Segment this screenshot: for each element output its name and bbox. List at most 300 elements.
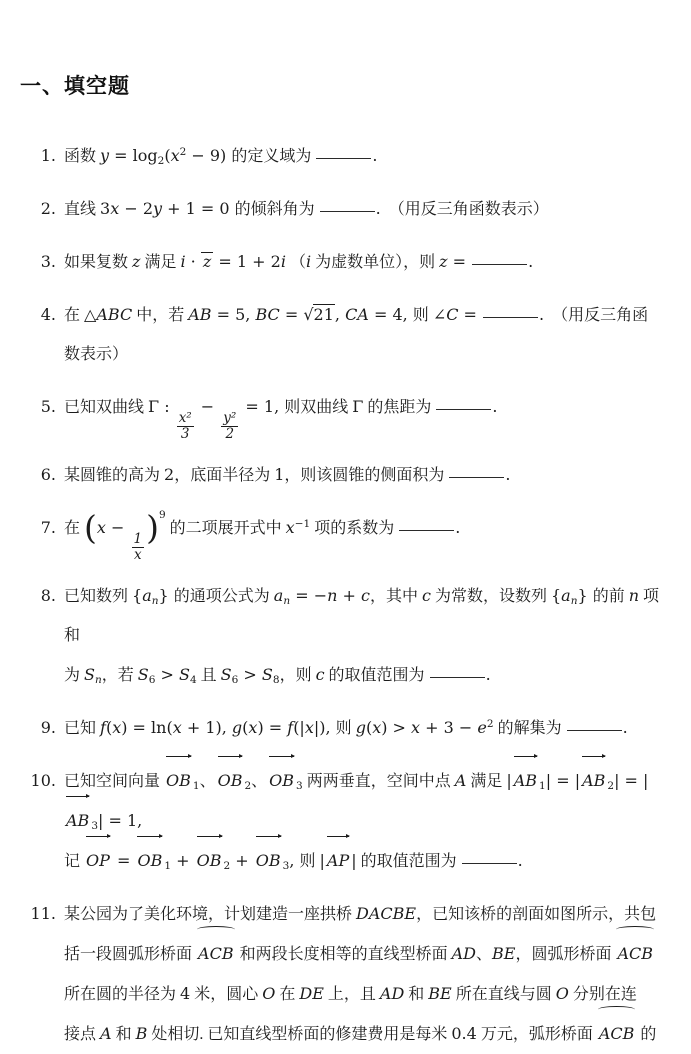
text-run: 的前 xyxy=(592,588,629,606)
math-roman: = xyxy=(447,252,472,271)
arc-icon xyxy=(598,1006,636,1013)
math-italic: x xyxy=(110,199,120,218)
math-roman: | = 1, xyxy=(98,811,143,831)
question-number: 11. xyxy=(30,904,56,924)
math-italic: c xyxy=(315,665,325,685)
math-italic: S xyxy=(179,665,190,685)
subscript: 1 xyxy=(164,860,172,873)
text-run: 所在直线与圆 xyxy=(451,986,556,1004)
text-run: 且 xyxy=(196,667,221,685)
text-run: 和两段长度相等的直线型桥面 xyxy=(235,946,452,964)
vector-body xyxy=(325,841,351,881)
question-number: 5. xyxy=(40,397,56,416)
math-italic: x xyxy=(411,718,421,738)
vector-arrow-icon xyxy=(137,836,162,837)
math-italic: O xyxy=(555,984,569,1004)
vector-letters: AB xyxy=(582,771,606,791)
math-italic: A xyxy=(100,1024,112,1044)
question xyxy=(0,576,691,695)
math-roman: 3 xyxy=(100,199,111,218)
math-roman: ( xyxy=(242,718,249,738)
vector xyxy=(64,811,98,833)
vector-arrow-icon xyxy=(86,836,110,837)
question-line xyxy=(64,295,669,335)
subscript: 8 xyxy=(272,674,280,687)
subscript: 2 xyxy=(157,155,165,167)
math-italic: AD xyxy=(451,944,476,964)
math-italic: a xyxy=(142,586,152,606)
text-run: 上，且 xyxy=(323,986,380,1004)
math-italic: AB xyxy=(188,305,212,324)
question-line xyxy=(64,455,669,495)
math-italic: n xyxy=(628,586,640,606)
question-line xyxy=(64,894,669,934)
math-roman: . xyxy=(505,465,511,485)
math-italic: S xyxy=(84,665,95,685)
text-run: 的取值范围为 xyxy=(356,853,461,871)
math-roman: 2 xyxy=(164,465,175,485)
vector-body xyxy=(64,801,91,841)
text-run: 项和 xyxy=(64,588,660,645)
text-run: 则 xyxy=(412,307,433,324)
vector-body xyxy=(512,761,539,801)
math-roman: . xyxy=(485,665,491,685)
question xyxy=(0,136,691,176)
text-run: ，则 xyxy=(279,667,316,685)
math-italic: BC xyxy=(255,305,280,324)
vector xyxy=(195,851,231,873)
math-roman: = 1, xyxy=(240,397,285,416)
vector xyxy=(135,851,172,873)
vector-arrow-icon xyxy=(218,756,243,757)
math-italic: n xyxy=(327,586,338,606)
question-number: 10. xyxy=(30,771,56,791)
math-roman: + xyxy=(171,851,195,871)
math-roman: = 5, xyxy=(211,305,256,324)
text-run: （用反三角函 xyxy=(544,307,649,324)
answer-blank xyxy=(483,317,538,318)
text-run: 为常数，设数列 xyxy=(430,588,551,606)
math-roman: | xyxy=(319,851,325,871)
math-italic: i xyxy=(180,252,186,271)
question-line xyxy=(64,335,669,374)
text-run: 分别在连 xyxy=(568,986,637,1004)
text-run: 的通项公式为 xyxy=(173,588,274,606)
math-italic: S xyxy=(261,665,273,685)
vector-arrow-icon xyxy=(327,836,349,837)
text-run: 某公园为了美化环境，计划建造一座拱桥 xyxy=(64,906,357,924)
vector-body xyxy=(84,841,112,881)
text-run: 、 xyxy=(475,946,492,964)
math-roman: 1 xyxy=(274,465,285,485)
subscript: 6 xyxy=(231,674,239,687)
vector-letters: AB xyxy=(66,811,90,831)
question xyxy=(0,455,691,495)
fraction xyxy=(221,411,238,442)
arc-overline xyxy=(615,934,655,974)
superscript: 9 xyxy=(158,509,166,522)
text-run: 项的系数为 xyxy=(310,520,399,538)
text-run: ，则该圆锥的侧面积为 xyxy=(284,467,449,485)
text-run: 记 xyxy=(64,853,85,871)
math-roman: − xyxy=(195,397,220,416)
vector-arrow-icon xyxy=(66,796,89,797)
conjugate-overline: z xyxy=(202,252,212,271)
vector-body xyxy=(164,761,193,801)
math-italic: A xyxy=(454,771,467,791)
math-italic: g xyxy=(355,718,366,738)
math-italic: DE xyxy=(299,984,324,1004)
question-line xyxy=(64,387,669,442)
math-roman: , xyxy=(334,305,346,324)
vector-letters: OB xyxy=(196,851,222,871)
vector-letters: AB xyxy=(513,771,538,791)
math-roman: { xyxy=(132,586,143,606)
question-list xyxy=(0,136,691,1054)
superscript: 2 xyxy=(486,718,494,731)
math-italic: x xyxy=(170,146,180,165)
math-roman: + xyxy=(337,586,361,606)
math-roman: . xyxy=(622,718,628,738)
math-roman: = − xyxy=(290,586,328,606)
question-number: 4. xyxy=(40,305,56,324)
math-roman: = xyxy=(111,851,136,871)
vector-body xyxy=(267,761,296,801)
text-run: 满足 xyxy=(466,773,507,791)
question xyxy=(0,761,691,881)
math-italic: y xyxy=(153,199,163,218)
radical-icon: √ xyxy=(303,305,314,324)
arc-overline xyxy=(597,1014,637,1054)
fraction xyxy=(132,532,145,563)
text-run: 如果复数 xyxy=(64,254,133,271)
fraction-denominator: 2 xyxy=(221,426,238,442)
question xyxy=(0,708,691,748)
math-italic: g xyxy=(231,718,243,738)
math-roman: 4 xyxy=(180,984,191,1004)
math-italic: e xyxy=(477,718,487,738)
text-run: 已知 xyxy=(64,720,101,738)
subscript: 3 xyxy=(282,860,290,873)
vector-arrow-icon xyxy=(166,756,191,757)
vector-body xyxy=(254,841,283,881)
question xyxy=(0,508,691,563)
math-roman: = xyxy=(279,305,304,324)
math-italic: i xyxy=(305,252,312,271)
text-run: 的解集为 xyxy=(493,720,566,738)
vector-letters: AP xyxy=(326,851,350,871)
subscript: n xyxy=(94,674,102,687)
vector-body xyxy=(580,761,607,801)
math-roman: } xyxy=(577,586,593,606)
math-roman: > xyxy=(155,665,179,685)
math-roman: · xyxy=(185,252,201,271)
text-run: 、 xyxy=(199,773,216,791)
superscript: 2 xyxy=(179,146,187,158)
question-number: 3. xyxy=(40,252,56,271)
question-line xyxy=(64,974,669,1014)
math-italic: AD xyxy=(379,984,405,1004)
math-roman: Γ xyxy=(352,397,364,416)
math-italic: ABC xyxy=(96,305,133,324)
math-roman: > xyxy=(238,665,262,685)
arc-overline xyxy=(196,934,236,974)
vector-body xyxy=(135,841,164,881)
fraction xyxy=(177,411,194,442)
math-italic: c xyxy=(421,586,431,606)
text-run: 数表示） xyxy=(64,346,129,363)
arc-letters: ACB xyxy=(617,944,654,964)
question-number: 1. xyxy=(40,146,56,165)
text-run: 和 xyxy=(111,1026,136,1044)
math-roman: . xyxy=(375,199,381,218)
vector xyxy=(254,851,290,873)
arc-icon xyxy=(616,926,654,933)
math-italic: x xyxy=(285,518,295,538)
text-run: 已知数列 xyxy=(64,588,133,606)
math-roman: + xyxy=(230,851,254,871)
math-roman: | xyxy=(351,851,357,871)
math-italic: DACBE xyxy=(356,904,417,924)
math-roman: 0.4 xyxy=(451,1024,477,1044)
answer-blank xyxy=(449,477,504,478)
question xyxy=(0,189,691,229)
vector-arrow-icon xyxy=(269,756,294,757)
fraction-denominator: x xyxy=(132,547,145,563)
math-roman: − 2 xyxy=(119,199,153,218)
math-italic: z xyxy=(439,252,448,271)
math-roman: ( xyxy=(164,146,171,165)
question xyxy=(0,295,691,374)
subscript: 2 xyxy=(223,860,231,873)
subscript: n xyxy=(570,595,578,608)
math-roman: , xyxy=(289,851,300,871)
vector-arrow-icon xyxy=(514,756,537,757)
math-roman: Γ : xyxy=(148,397,175,416)
answer-blank xyxy=(316,158,371,159)
text-run: 接点 xyxy=(64,1026,101,1044)
vector xyxy=(325,853,351,870)
big-paren: ) xyxy=(146,508,159,548)
math-roman: | = | xyxy=(614,771,649,791)
vector-arrow-icon xyxy=(582,756,605,757)
math-italic: x xyxy=(172,718,182,738)
math-roman: (| xyxy=(293,718,305,738)
math-roman: { xyxy=(550,586,562,606)
math-italic: B xyxy=(135,1024,148,1044)
answer-blank xyxy=(462,863,517,864)
superscript: −1 xyxy=(294,518,311,531)
math-roman: △ xyxy=(84,305,97,324)
math-italic: c xyxy=(360,586,370,606)
math-italic: a xyxy=(273,586,284,606)
math-roman: . xyxy=(539,305,545,324)
question-line xyxy=(64,136,669,176)
vector-arrow-icon xyxy=(197,836,222,837)
text-run: ，底面半径为 xyxy=(174,467,275,485)
math-italic: S xyxy=(220,665,232,685)
question-line xyxy=(64,841,669,881)
question-line xyxy=(64,508,669,563)
math-roman: . xyxy=(492,397,498,416)
text-run: 已知空间向量 xyxy=(64,773,165,791)
math-italic: x xyxy=(372,718,382,738)
text-run: 和 xyxy=(404,986,429,1004)
question-number: 6. xyxy=(40,465,56,485)
math-roman: + 1 = 0 xyxy=(162,199,235,218)
math-roman: } xyxy=(158,586,174,606)
math-roman: |), xyxy=(313,718,336,738)
text-run: 已知双曲线 xyxy=(64,399,149,416)
math-italic: CA xyxy=(345,305,369,324)
subscript: n xyxy=(151,595,159,608)
text-run: 的倾斜角为 xyxy=(234,201,319,218)
question-line xyxy=(64,1014,669,1054)
answer-blank xyxy=(399,530,454,531)
text-run: 则 xyxy=(299,853,320,871)
math-italic: f xyxy=(100,718,106,738)
text-run: （ xyxy=(285,254,306,271)
vector-letters: OP xyxy=(86,851,110,871)
fraction-denominator: 3 xyxy=(177,426,194,442)
radicand: 21 xyxy=(313,305,334,324)
math-italic: x xyxy=(248,718,258,738)
fraction-numerator: x² xyxy=(178,409,192,426)
math-roman: ) > xyxy=(381,718,412,738)
question-number: 8. xyxy=(40,586,56,606)
arc-icon xyxy=(197,926,235,933)
math-italic: x xyxy=(112,718,122,738)
math-roman: = xyxy=(458,305,483,324)
vector xyxy=(267,771,303,793)
math-roman: − xyxy=(105,518,130,538)
subscript: 3 xyxy=(296,780,303,793)
question-line xyxy=(64,189,669,229)
vector xyxy=(216,771,252,793)
subscript: 3 xyxy=(91,820,98,833)
subscript: n xyxy=(283,595,291,608)
vector-letters: OB xyxy=(166,771,191,791)
arc-letters: ACB xyxy=(598,1024,635,1044)
text-run: 函数 xyxy=(64,148,101,165)
section-heading: 一、填空题 xyxy=(20,75,130,98)
math-italic: C xyxy=(446,305,459,324)
math-roman: + 1), xyxy=(181,718,232,738)
vector-body xyxy=(195,841,224,881)
math-italic: z xyxy=(132,252,141,271)
question-line xyxy=(64,708,669,748)
text-run: （用反三角函数表示） xyxy=(380,201,549,218)
math-roman: . xyxy=(517,851,523,871)
math-italic: a xyxy=(561,586,571,606)
text-run: 的取值范围为 xyxy=(324,667,429,685)
question xyxy=(0,387,691,442)
vector xyxy=(84,853,112,870)
text-run: 直线 xyxy=(64,201,101,218)
text-run: 则双曲线 xyxy=(284,399,353,416)
vector-letters: OB xyxy=(137,851,163,871)
question xyxy=(0,894,691,1054)
vector xyxy=(164,771,200,793)
text-run: 万元，弧形桥面 xyxy=(476,1026,597,1044)
text-run: 所在圆的半径为 xyxy=(64,986,181,1004)
answer-blank xyxy=(430,677,485,678)
subscript: 2 xyxy=(607,780,615,793)
answer-blank xyxy=(436,409,491,410)
text-run: 的二项展开式中 xyxy=(165,520,286,538)
text-run: 满足 xyxy=(140,254,181,271)
math-roman: − 9) xyxy=(186,146,232,165)
question-line xyxy=(64,576,669,655)
text-run: ，已知该桥的剖面如图所示，共包 xyxy=(416,906,657,924)
math-roman: = log xyxy=(109,146,158,165)
math-roman: ) = xyxy=(257,718,288,738)
math-roman: | xyxy=(506,771,512,791)
vector xyxy=(512,771,546,793)
square-root xyxy=(303,307,335,324)
answer-blank xyxy=(567,730,622,731)
answer-blank xyxy=(320,211,375,212)
math-italic: S xyxy=(137,665,149,685)
math-roman: . xyxy=(455,518,461,538)
text-run: 为虚数单位），则 xyxy=(311,254,440,271)
subscript: 6 xyxy=(148,674,156,687)
text-run: ，若 xyxy=(101,667,138,685)
question-line xyxy=(64,242,669,282)
math-italic: x xyxy=(96,518,106,538)
text-run: 米，圆心 xyxy=(190,986,263,1004)
math-roman: = 4, xyxy=(368,305,413,324)
math-roman: . xyxy=(528,252,534,271)
subscript: 4 xyxy=(189,674,197,687)
math-italic: BE xyxy=(428,984,452,1004)
math-italic: O xyxy=(262,984,276,1004)
vector-letters: OB xyxy=(255,851,281,871)
text-run: 为 xyxy=(64,667,85,685)
text-run: 的焦距为 xyxy=(363,399,436,416)
text-run: 在 xyxy=(275,986,300,1004)
question-number: 2. xyxy=(40,199,56,218)
math-roman: = 1 + 2 xyxy=(213,252,281,271)
text-run: 则 xyxy=(335,720,356,738)
question-line xyxy=(64,761,669,841)
math-italic: BE xyxy=(492,944,516,964)
math-roman: ∠ xyxy=(432,305,447,324)
text-run: 处相切. 已知直线型桥面的修建费用是每米 xyxy=(147,1026,452,1044)
text-run: 在 xyxy=(64,520,85,538)
vector-letters: OB xyxy=(269,771,295,791)
math-italic: i xyxy=(280,252,286,271)
math-roman: . xyxy=(372,146,378,165)
math-roman: ) = ln( xyxy=(121,718,173,738)
fraction-numerator: 1 xyxy=(133,531,143,548)
text-run: 括一段圆弧形桥面 xyxy=(64,946,197,964)
math-italic: y xyxy=(100,146,110,165)
math-italic: f xyxy=(287,718,294,738)
text-run: ，其中 xyxy=(369,588,422,606)
vector-letters: OB xyxy=(217,771,243,791)
text-run: ，圆弧形桥面 xyxy=(515,946,616,964)
subscript: 1 xyxy=(192,780,200,793)
text-run: 在 xyxy=(64,307,85,324)
vector-arrow-icon xyxy=(256,836,281,837)
question xyxy=(0,242,691,282)
math-italic: x xyxy=(304,718,314,738)
text-run: 的定义域为 xyxy=(231,148,316,165)
text-run: 某圆锥的高为 xyxy=(64,467,165,485)
math-roman: | = | xyxy=(545,771,581,791)
subscript: 1 xyxy=(539,780,546,793)
